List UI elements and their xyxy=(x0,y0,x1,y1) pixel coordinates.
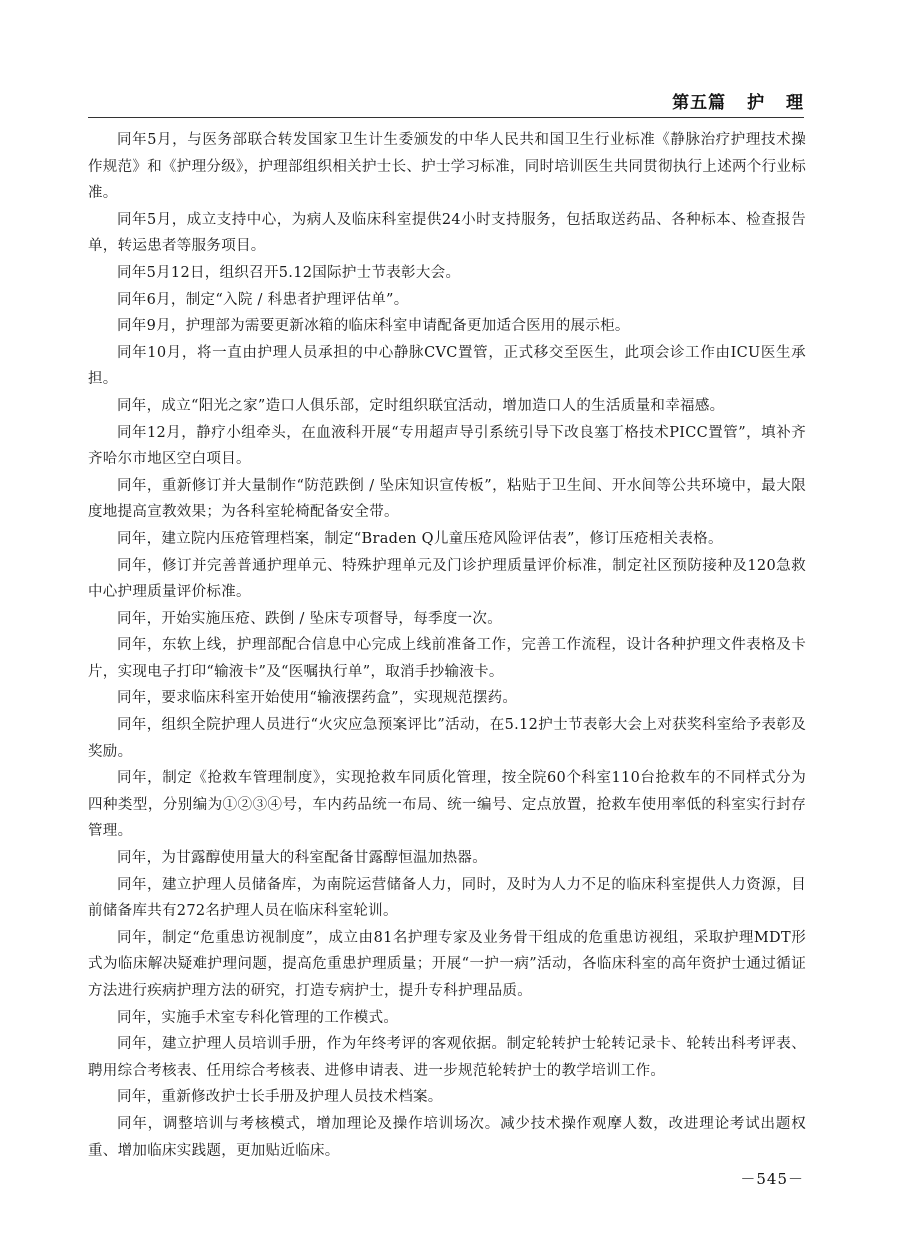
running-header xyxy=(88,82,804,118)
paragraph: 同年，调整培训与考核模式，增加理论及操作培训场次。减少技术操作观摩人数，改进理论考试出题权重、增加临床实践题，更加贴近临床。 xyxy=(88,1115,806,1159)
paragraph: 同年，要求临床科室开始使用“输液摆药盒”，实现规范摆药。 xyxy=(117,690,518,707)
paragraph: 同年10月，将一直由护理人员承担的中心静脉CVC置管，正式移交至医生，此项会诊工作由ICU医生承担。 xyxy=(88,344,806,388)
paragraph: 同年，成立“阳光之家”造口人俱乐部，定时组织联宜活动，增加造口人的生活质量和幸福感。 xyxy=(117,397,725,414)
paragraph: 同年5月，与医务部联合转发国家卫生计生委颁发的中华人民共和国卫生行业标准《静脉治疗护理技术操作规范》和《护理分级》，护理部组织相关护士长、护士学习标准，同时培训医生共同贯彻执行上述两个行业标准。 xyxy=(88,132,806,202)
paragraph: 同年5月，成立支持中心，为病人及临床科室提供24小时支持服务，包括取送药品、各种标本、检查报告单，转运患者等服务项目。 xyxy=(88,211,806,255)
section-title: 第五篇 护 理 xyxy=(672,93,804,113)
paragraph: 同年，修订并完善普通护理单元、特殊护理单元及门诊护理质量评价标准，制定社区预防接种及120急救中心护理质量评价标准。 xyxy=(88,557,806,601)
header-divider xyxy=(88,117,804,118)
paragraph: 同年，重新修订并大量制作“防范跌倒 / 坠床知识宣传板”，粘贴于卫生间、开水间等公共环境中，最大限度地提高宣教效果；为各科室轮椅配备安全带。 xyxy=(88,477,806,521)
paragraph: 同年，重新修改护士长手册及护理人员技术档案。 xyxy=(117,1089,443,1106)
paragraph: 同年，东软上线，护理部配合信息中心完成上线前准备工作，完善工作流程，设计各种护理文件表格及卡片，实现电子打印“输液卡”及“医嘱执行单”，取消手抄输液卡。 xyxy=(88,637,806,680)
paragraph: 同年，开始实施压疮、跌倒 / 坠床专项督导，每季度一次。 xyxy=(117,610,503,627)
paragraph: 同年，建立院内压疮管理档案，制定“Braden Q儿童压疮风险评估表”，修订压疮相关表格。 xyxy=(117,530,723,547)
paragraph: 同年9月，护理部为需要更新冰箱的临床科室申请配备更加适合医用的展示柜。 xyxy=(117,318,630,335)
paragraph: 同年6月，制定“入院 / 科患者护理评估单”。 xyxy=(117,291,409,308)
paragraph: 同年，实施手术室专科化管理的工作模式。 xyxy=(117,1009,399,1026)
paragraph: 同年5月12日，组织召开5.12国际护士节表彰大会。 xyxy=(117,264,461,281)
page-number: －545－ xyxy=(740,1170,804,1188)
paragraph: 同年，为甘露醇使用量大的科室配备甘露醇恒温加热器。 xyxy=(117,850,487,867)
paragraph: 同年，制定《抢救车管理制度》，实现抢救车同质化管理，按全院60个科室110台抢救车的不同样式分为四种类型，分别编为①②③④号，车内药品统一布局、统一编号、定点放置，抢救车使用率低的科室实行封存管理。 xyxy=(88,770,806,840)
body-text xyxy=(88,127,806,1164)
paragraph: 同年12月，静疗小组牵头，在血液科开展“专用超声导引系统引导下改良塞丁格技术PICC置管”，填补齐齐哈尔市地区空白项目。 xyxy=(88,424,806,468)
paragraph: 同年，建立护理人员储备库，为南院运营储备人力，同时，及时为人力不足的临床科室提供人力资源，目前储备库共有272名护理人员在临床科室轮训。 xyxy=(88,876,806,920)
paragraph: 同年，制定“危重患访视制度”，成立由81名护理专家及业务骨干组成的危重患访视组，采取护理MDT形式为临床解决疑难护理问题，提高危重患护理质量；开展“一护一病”活动，各临床科室的高年资护士通过循证方法进行疾病护理方法的研究，打造专病护士，提升专科护理品质。 xyxy=(88,929,806,999)
paragraph: 同年，建立护理人员培训手册，作为年终考评的客观依据。制定轮转护士轮转记录卡、轮转出科考评表、聘用综合考核表、任用综合考核表、进修申请表、进一步规范轮转护士的教学培训工作。 xyxy=(88,1036,806,1079)
paragraph: 同年，组织全院护理人员进行“火灾应急预案评比”活动，在5.12护士节表彰大会上对获奖科室给予表彰及奖励。 xyxy=(88,717,806,760)
